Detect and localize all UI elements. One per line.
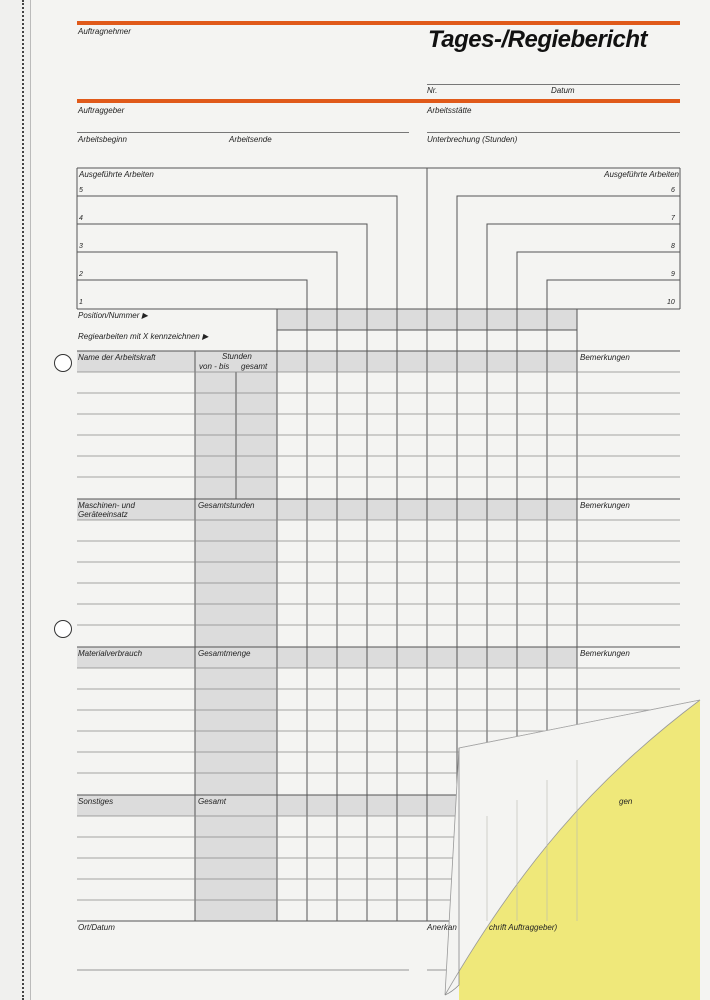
arbeitsende-label: Arbeitsende <box>229 135 272 144</box>
work-number-10: 10 <box>667 299 675 306</box>
work-number-1: 1 <box>79 299 83 306</box>
bemerkungen-header-3: Bemerkungen <box>580 649 630 658</box>
maschinen-header-line1: Maschinen- und <box>78 501 135 510</box>
ort-datum-label: Ort/Datum <box>78 923 115 932</box>
form-title: Tages-/Regiebericht <box>428 26 648 53</box>
sonstiges-header: Sonstiges <box>78 797 114 806</box>
maschinen-header-line2: Geräteeinsatz <box>78 510 128 519</box>
gesamt-small-header: gesamt <box>241 362 268 371</box>
stunden-header: Stunden <box>222 352 252 361</box>
position-label: Position/Nummer ▶ <box>78 311 148 320</box>
gesamtstunden-header: Gesamtstunden <box>198 501 255 510</box>
arbeitskraft-header: Name der Arbeitskraft <box>78 353 156 362</box>
work-number-3: 3 <box>79 243 83 250</box>
bemerkungen-fragment: gen <box>619 797 633 806</box>
gesamtmenge-header: Gesamtmenge <box>198 649 251 658</box>
work-number-8: 8 <box>671 243 675 250</box>
bemerkungen-header-2: Bemerkungen <box>580 501 630 510</box>
auftragnehmer-label: Auftragnehmer <box>78 27 131 36</box>
bemerkungen-header-1: Bemerkungen <box>580 353 630 362</box>
von-bis-header: von - bis <box>199 362 230 371</box>
work-number-7: 7 <box>671 215 675 222</box>
gesamt-header: Gesamt <box>198 797 227 806</box>
work-number-5: 5 <box>79 187 83 194</box>
arbeitsstaette-label: Arbeitsstätte <box>427 106 472 115</box>
work-number-2: 2 <box>79 271 83 278</box>
work-number-4: 4 <box>79 215 83 222</box>
material-header: Materialverbrauch <box>78 649 143 658</box>
datum-label: Datum <box>551 86 575 95</box>
unterschrift-fragment: chrift Auftraggeber) <box>489 923 558 932</box>
work-label-left: Ausgeführte Arbeiten <box>79 170 154 179</box>
work-label-right: Ausgeführte Arbeiten <box>604 170 679 179</box>
unterbrechung-label: Unterbrechung (Stunden) <box>427 135 518 144</box>
nr-label: Nr. <box>427 86 438 95</box>
regie-label: Regiearbeiten mit X kennzeichnen ▶ <box>78 332 209 341</box>
anerkannt-fragment: Anerkan <box>427 923 457 932</box>
work-number-6: 6 <box>671 187 675 194</box>
arbeitsbeginn-label: Arbeitsbeginn <box>78 135 127 144</box>
work-number-9: 9 <box>671 271 675 278</box>
auftraggeber-label: Auftraggeber <box>78 106 125 115</box>
